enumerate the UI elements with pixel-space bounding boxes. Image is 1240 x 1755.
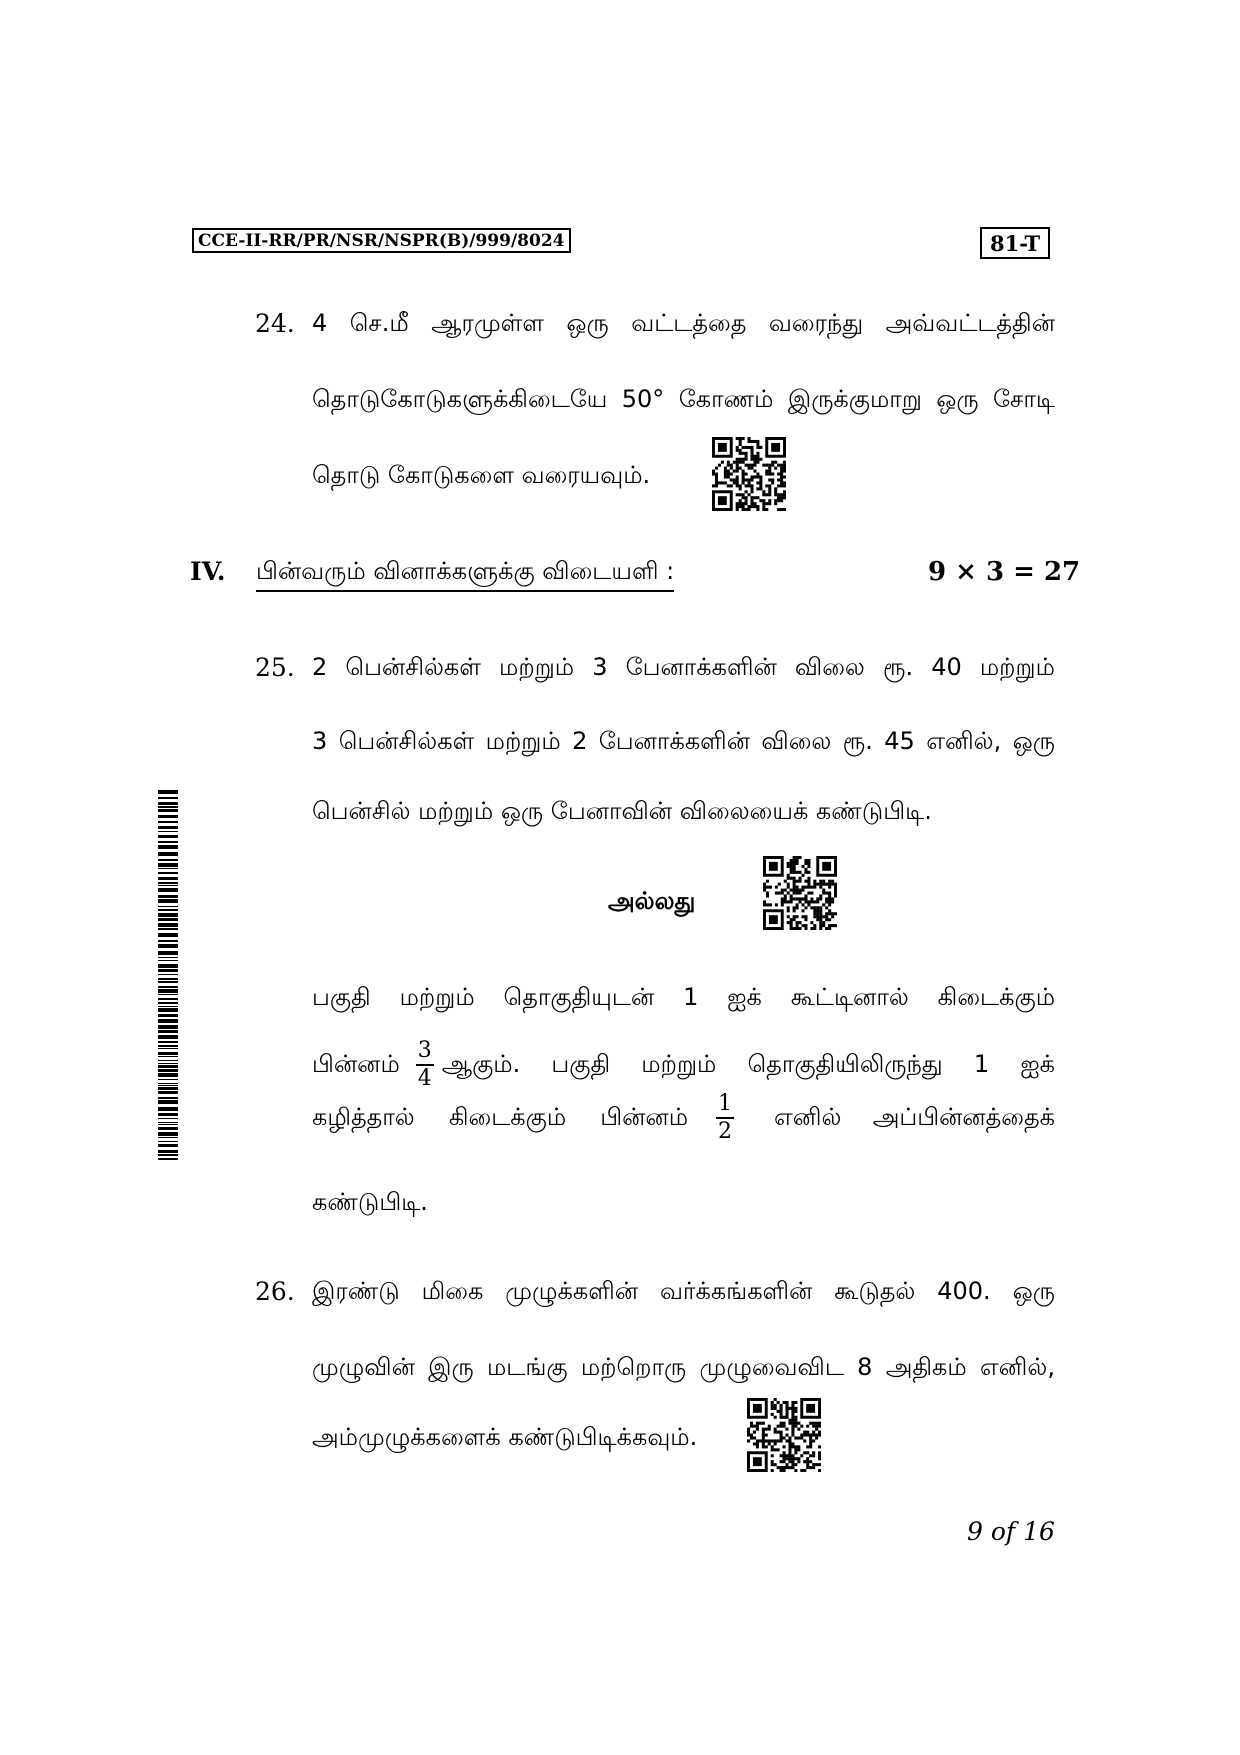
qr-code-icon (712, 437, 786, 511)
word: 4 (312, 309, 328, 337)
word: பகுதி (551, 1049, 611, 1078)
section-marks: 9 × 3 = 27 (928, 557, 1081, 587)
question-24-line-1 (312, 309, 1055, 340)
word: தொகுதியுடன் (503, 983, 655, 1011)
word: ஆகும். (441, 1049, 521, 1078)
word: அப்பின்னத்தைக் (872, 1102, 1055, 1131)
word: மடங்கு (486, 1353, 568, 1381)
question-25-alt-line-4: கண்டுபிடி. (312, 1188, 428, 1216)
word: பின்னம் (600, 1102, 688, 1131)
word: சோடி (993, 385, 1055, 413)
question-24-number: 24. (255, 309, 295, 338)
word: ரூ. (842, 727, 873, 755)
word: முழுக்களின் (505, 1277, 639, 1305)
question-25-line-2 (312, 727, 1055, 758)
word: பென்சில்கள் (338, 727, 475, 755)
word: விலை (761, 727, 832, 755)
fraction-one-half (716, 1091, 734, 1145)
question-24-line-2 (312, 385, 1055, 416)
alt-line-3-start (312, 1103, 688, 1134)
alt-line-2-word: பின்னம் (312, 1049, 400, 1078)
word: வரைந்து (768, 309, 864, 337)
word: எனில், (926, 727, 1002, 755)
word: பென்சில்கள் (345, 653, 481, 681)
word: அதிகம் (885, 1353, 967, 1381)
word: தொகுதியிலிருந்து (747, 1049, 943, 1078)
word: 45 (884, 727, 915, 755)
qr-code-icon (747, 1398, 821, 1472)
word: கிடைக்கும் (937, 983, 1055, 1011)
word: மற்றும் (399, 983, 475, 1011)
word: இருக்குமாறு (787, 385, 922, 413)
word: ஒரு (566, 309, 609, 337)
question-26-number: 26. (255, 1277, 295, 1306)
word: ஒரு (1012, 727, 1055, 755)
word: 50° (621, 385, 665, 413)
alt-line-2-rest (442, 1050, 1055, 1081)
subject-code: 81-T (980, 227, 1050, 259)
word: அவ்வட்டத்தின் (885, 309, 1055, 337)
question-26-line-3: அம்முழுக்களைக் கண்டுபிடிக்கவும். (312, 1423, 698, 1451)
word: ஒரு (1012, 1277, 1055, 1305)
question-25-alt-line-1 (312, 983, 1055, 1014)
word: மற்றும் (485, 727, 561, 755)
fraction-numerator: 3 (417, 1038, 432, 1063)
word: வர்க்கங்களின் (659, 1277, 813, 1305)
word: 3 (592, 653, 608, 681)
word: முழுவின் (312, 1353, 415, 1381)
section-number: IV. (190, 557, 226, 586)
page-number: 9 of 16 (967, 1517, 1055, 1546)
qr-code-icon (763, 856, 837, 930)
word: 40 (931, 653, 962, 681)
barcode-image (158, 790, 178, 1160)
word: இரு (428, 1353, 474, 1381)
word: கூட்டினால் (790, 983, 909, 1011)
question-25-number: 25. (255, 653, 295, 682)
question-25-line-3: பென்சில் மற்றும் ஒரு பேனாவின் விலையைக் கண்டுபிடி. (312, 797, 932, 825)
word: 1 (973, 1049, 990, 1078)
word: 3 (312, 727, 328, 755)
word: மற்றும் (641, 1049, 717, 1078)
word: பேனாக்களின் (598, 727, 750, 755)
word: பேனாக்களின் (625, 653, 777, 681)
word: 400. (937, 1277, 991, 1305)
fraction-numerator: 1 (718, 1091, 732, 1116)
word: விலை (794, 653, 865, 681)
word: ஐக் (727, 983, 762, 1011)
word: ஒரு (936, 385, 979, 413)
word: ஆரமுள்ள (431, 309, 544, 337)
or-separator: அல்லது (608, 887, 696, 915)
word: மற்றும் (979, 653, 1055, 681)
fraction-three-quarters (416, 1038, 434, 1092)
word: பகுதி (312, 983, 371, 1011)
word: எனில் (774, 1102, 842, 1131)
word: எனில், (979, 1353, 1055, 1381)
word: மிகை (421, 1277, 484, 1305)
word: மற்றொரு (580, 1353, 687, 1381)
section-title: பின்வரும் வினாக்களுக்கு விடையளி : (256, 557, 674, 592)
word: 2 (312, 653, 328, 681)
question-26-line-2 (312, 1353, 1055, 1384)
word: கழித்தால் (312, 1102, 415, 1131)
word: இரண்டு (312, 1277, 400, 1305)
question-24-line-3: தொடு கோடுகளை வரையவும். (312, 461, 651, 489)
word: முழுவைவிட (699, 1353, 844, 1381)
fraction-denominator: 2 (718, 1119, 732, 1144)
word: கிடைக்கும் (448, 1102, 567, 1131)
word: வட்டத்தை (631, 309, 747, 337)
word: தொடுகோடுகளுக்கிடையே (312, 385, 608, 413)
fraction-denominator: 4 (417, 1066, 432, 1091)
word: கூடுதல் (834, 1277, 916, 1305)
word: ஐக் (1020, 1049, 1055, 1078)
paper-code: CCE-II-RR/PR/NSR/NSPR(B)/999/8024 (192, 228, 571, 253)
word: செ.மீ (349, 309, 409, 337)
word: ரூ. (882, 653, 914, 681)
word: மற்றும் (499, 653, 575, 681)
word: கோணம் (678, 385, 774, 413)
alt-line-3-end (774, 1103, 1055, 1134)
word: 8 (857, 1353, 873, 1381)
question-25-alt-line-3 (312, 1091, 1055, 1145)
question-25-line-1 (312, 653, 1055, 684)
word: 1 (683, 983, 699, 1011)
question-26-line-1 (312, 1277, 1055, 1308)
word: 2 (572, 727, 588, 755)
question-25-alt-line-2 (312, 1038, 1055, 1092)
